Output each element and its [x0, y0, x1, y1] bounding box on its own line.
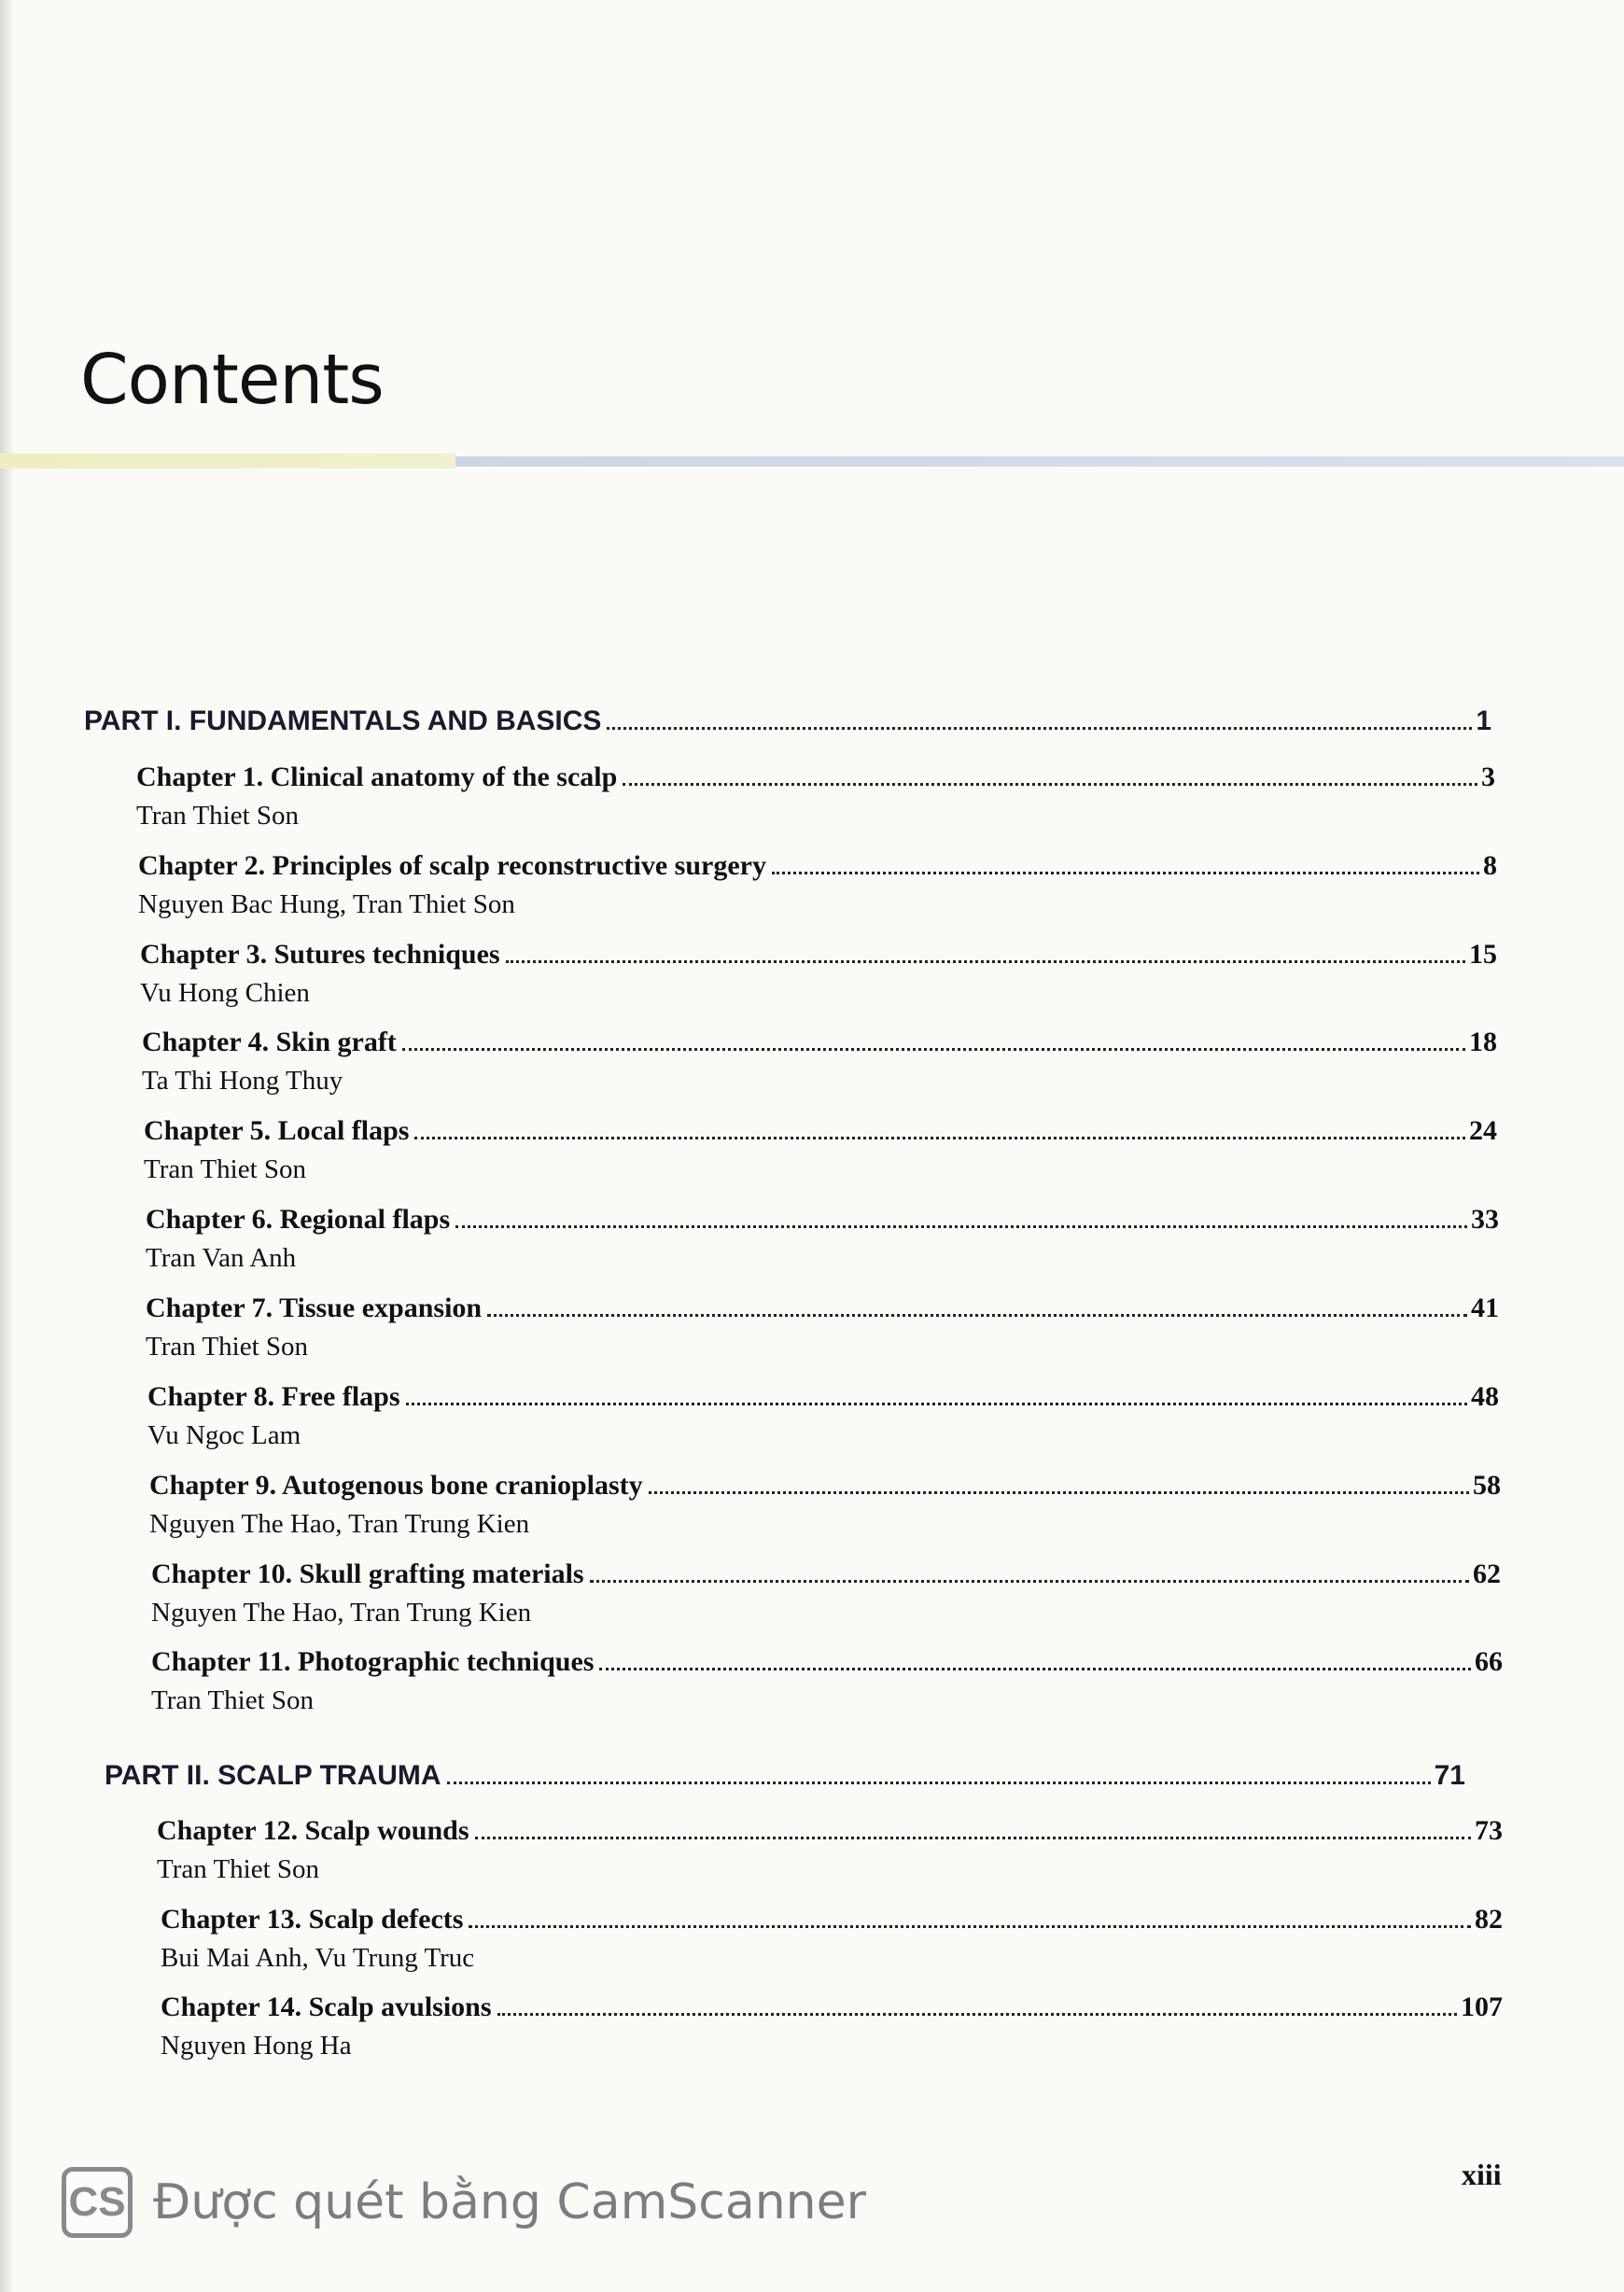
- page-number: 15: [1469, 939, 1497, 970]
- page-edge-shadow: [0, 0, 13, 2292]
- toc-entry-chapter-7[interactable]: [146, 1293, 1499, 1371]
- dot-leader: [599, 1668, 1471, 1670]
- chapter-author: Tran Van Anh: [146, 1243, 297, 1273]
- chapter-author: Tran Thiet Son: [136, 801, 300, 831]
- page-title: Contents: [80, 340, 384, 420]
- dot-leader: [406, 1403, 1467, 1405]
- toc-entry-chapter-4[interactable]: [142, 1027, 1497, 1105]
- page-number: 58: [1473, 1470, 1501, 1501]
- page-number: 48: [1471, 1381, 1499, 1412]
- chapter-title: Chapter 6. Regional flaps: [146, 1204, 451, 1235]
- part-heading-2[interactable]: [105, 1760, 1465, 1797]
- toc-entry-chapter-10[interactable]: [151, 1558, 1501, 1637]
- page-number: 82: [1475, 1904, 1503, 1935]
- toc-entry-chapter-5[interactable]: [144, 1115, 1497, 1194]
- dot-leader: [506, 960, 1465, 963]
- dot-leader: [469, 1925, 1471, 1928]
- chapter-author: Vu Hong Chien: [140, 978, 310, 1008]
- part-label: PART I. FUNDAMENTALS AND BASICS: [84, 706, 602, 736]
- camscanner-watermark: [62, 2167, 866, 2238]
- page-number: 71: [1434, 1760, 1465, 1791]
- toc-entry-chapter-13[interactable]: [161, 1904, 1503, 1982]
- chapter-title: Chapter 3. Sutures techniques: [140, 939, 500, 970]
- chapter-author: Bui Mai Anh, Vu Trung Truc: [161, 1943, 475, 1973]
- toc-entry-chapter-2[interactable]: [138, 850, 1497, 929]
- dot-leader: [455, 1225, 1467, 1228]
- chapter-title: Chapter 4. Skin graft: [142, 1027, 397, 1057]
- part-heading-1[interactable]: [84, 706, 1491, 743]
- dot-leader: [447, 1782, 1431, 1784]
- dot-leader: [772, 872, 1479, 874]
- dot-leader: [649, 1491, 1469, 1494]
- page-number: 73: [1475, 1815, 1503, 1846]
- dot-leader: [623, 783, 1477, 786]
- toc-entry-chapter-14[interactable]: [161, 1992, 1503, 2070]
- title-rule-yellow: [0, 454, 455, 468]
- chapter-title: Chapter 14. Scalp avulsions: [161, 1992, 492, 2022]
- watermark-text: Được quét bằng CamScanner: [153, 2174, 867, 2230]
- chapter-author: Tran Thiet Son: [151, 1685, 315, 1715]
- chapter-author: Nguyen The Hao, Tran Trung Kien: [149, 1509, 530, 1539]
- chapter-title: Chapter 12. Scalp wounds: [157, 1815, 469, 1846]
- dot-leader: [497, 2013, 1457, 2016]
- chapter-title: Chapter 13. Scalp defects: [161, 1904, 464, 1935]
- dot-leader: [475, 1837, 1471, 1839]
- chapter-title: Chapter 1. Clinical anatomy of the scalp: [136, 762, 618, 792]
- dot-leader: [402, 1048, 1465, 1051]
- page-number: 62: [1473, 1558, 1501, 1589]
- title-rule: [0, 454, 1624, 468]
- chapter-author: Nguyen Hong Ha: [161, 2031, 352, 2061]
- toc-entry-chapter-11[interactable]: [151, 1646, 1503, 1725]
- toc-entry-chapter-8[interactable]: [147, 1381, 1499, 1460]
- chapter-author: Vu Ngoc Lam: [147, 1420, 301, 1450]
- chapter-title: Chapter 7. Tissue expansion: [146, 1293, 483, 1323]
- page-number: 8: [1483, 850, 1497, 881]
- page-number: 33: [1471, 1204, 1499, 1235]
- chapter-title: Chapter 9. Autogenous bone cranioplasty: [149, 1470, 643, 1501]
- page-number: 41: [1471, 1293, 1499, 1323]
- title-rule-blue: [455, 456, 1624, 467]
- chapter-title: Chapter 11. Photographic techniques: [151, 1646, 595, 1677]
- chapter-author: Nguyen Bac Hung, Tran Thiet Son: [138, 889, 515, 919]
- page-number: 3: [1481, 762, 1495, 792]
- dot-leader: [590, 1580, 1469, 1583]
- toc-entry-chapter-6[interactable]: [146, 1204, 1499, 1282]
- page-number: 66: [1475, 1646, 1503, 1677]
- chapter-author: Tran Thiet Son: [146, 1332, 309, 1362]
- part-label: PART II. SCALP TRAUMA: [105, 1760, 441, 1791]
- chapter-author: Tran Thiet Son: [157, 1854, 320, 1884]
- chapter-title: Chapter 2. Principles of scalp reconstructive surgery: [138, 850, 766, 881]
- toc-entry-chapter-3[interactable]: [140, 939, 1497, 1017]
- chapter-author: Tran Thiet Son: [144, 1154, 307, 1184]
- toc-entry-chapter-1[interactable]: [136, 762, 1495, 840]
- chapter-author: Ta Thi Hong Thuy: [142, 1066, 343, 1096]
- toc-entry-chapter-12[interactable]: [157, 1815, 1503, 1894]
- camscanner-logo-icon: CS: [62, 2167, 133, 2238]
- dot-leader: [607, 727, 1472, 730]
- dot-leader: [414, 1137, 1465, 1139]
- chapter-title: Chapter 5. Local flaps: [144, 1115, 410, 1146]
- page-number: 18: [1469, 1027, 1497, 1057]
- chapter-title: Chapter 8. Free flaps: [147, 1381, 400, 1412]
- chapter-title: Chapter 10. Skull grafting materials: [151, 1558, 584, 1589]
- toc-entry-chapter-9[interactable]: [149, 1470, 1501, 1548]
- page-number: 24: [1469, 1115, 1497, 1146]
- dot-leader: [487, 1314, 1467, 1317]
- page-number: 107: [1461, 1992, 1503, 2022]
- page-number: 1: [1476, 706, 1491, 736]
- page-folio: xiii: [1462, 2158, 1502, 2191]
- chapter-author: Nguyen The Hao, Tran Trung Kien: [151, 1598, 532, 1628]
